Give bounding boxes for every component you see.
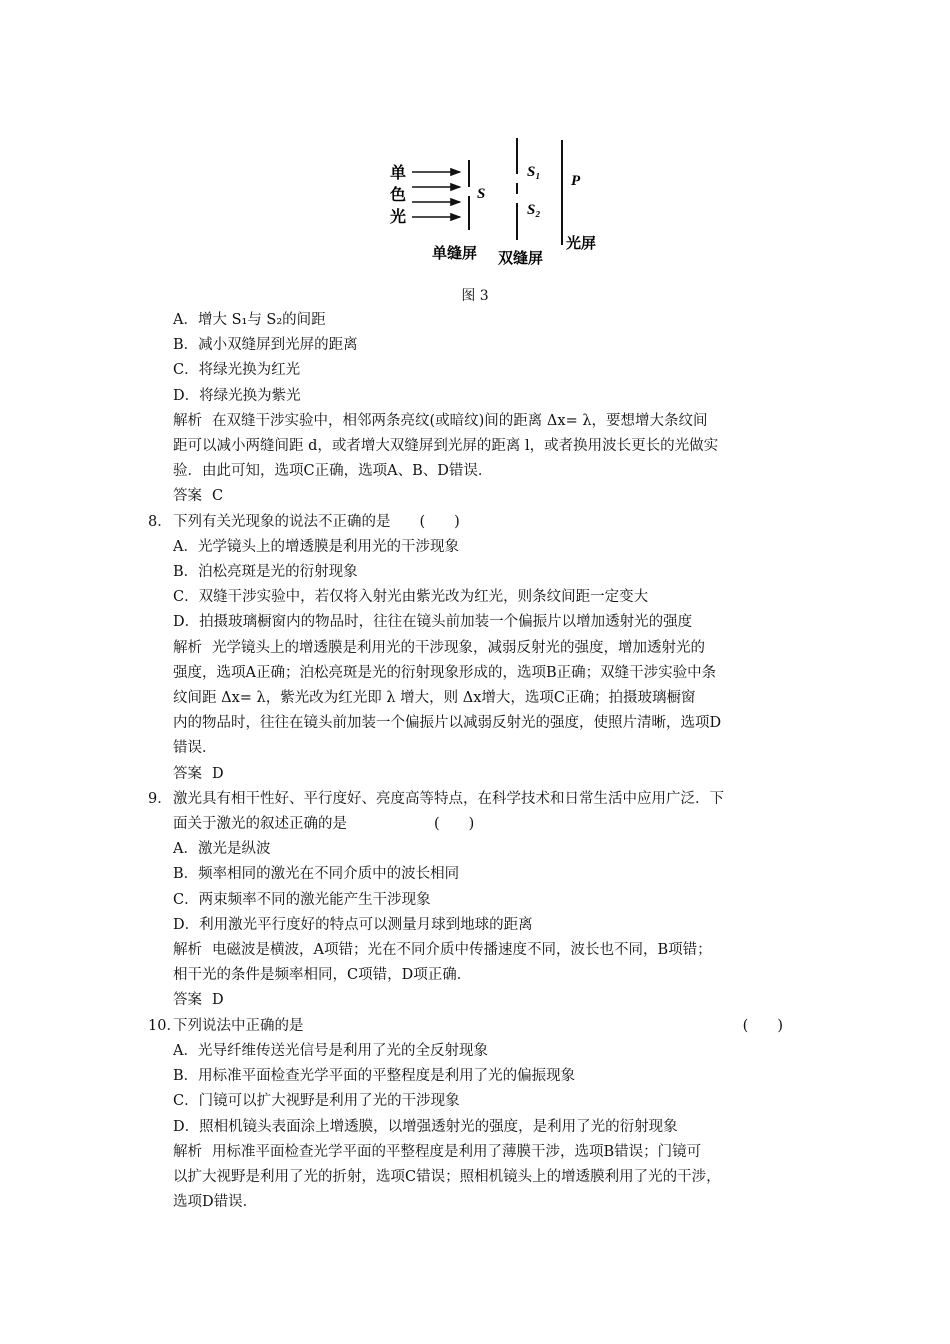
q9-option-a: A．激光是纵波 xyxy=(173,841,271,858)
single-slit-screen-label: 单缝屏 xyxy=(432,246,478,262)
q8-option-b: B．泊松亮斑是光的衍射现象 xyxy=(173,564,358,581)
q9-option-d: D．利用激光平行度好的特点可以测量月球到地球的距离 xyxy=(173,916,533,933)
q8-option-d: D．拍摄玻璃橱窗内的物品时，往往在镜头前加装一个偏振片以增加透射光的强度 xyxy=(173,614,693,631)
q9-analysis-line-2: 相干光的条件是频率相同，C项错，D项正确． xyxy=(173,967,472,984)
screen-mark: P xyxy=(571,173,581,189)
answer-label: 答案 xyxy=(173,765,202,782)
q7-analysis-line-1 xyxy=(148,409,808,434)
analysis-label: 解析 xyxy=(173,639,202,656)
q9-option-b: B．频率相同的激光在不同介质中的波长相同 xyxy=(173,866,460,883)
q9-stem-line-1 xyxy=(148,787,808,812)
light-screen-label: 光屏 xyxy=(566,236,597,252)
double-slit-diagram xyxy=(370,130,620,270)
q10-stem xyxy=(148,1014,808,1039)
q10-option-c: C．门镜可以扩大视野是利用了光的干涉现象 xyxy=(173,1093,460,1110)
slit1-mark: S₁ xyxy=(527,164,541,180)
q9-analysis-line-1 xyxy=(148,938,808,963)
q10-analysis-line-2: 以扩大视野是利用了光的折射，选项C错误；照相机镜头上的增透膜利用了光的干涉， xyxy=(173,1168,721,1185)
q10-option-d: D．照相机镜头表面涂上增透膜，以增强透射光的强度，是利用了光的衍射现象 xyxy=(173,1118,678,1135)
light-label-3: 光 xyxy=(390,209,407,226)
q8-analysis-line-5: 错误． xyxy=(173,740,217,757)
q7-analysis-line-3: 验．由此可知，选项C正确，选项A、B、D错误． xyxy=(173,463,493,480)
q7-answer xyxy=(148,484,808,509)
question-number: 10． xyxy=(148,1017,181,1034)
q8-stem xyxy=(148,510,808,535)
double-slit-svg xyxy=(370,130,620,270)
single-slit-mark: S xyxy=(477,186,486,202)
double-slit-screen-label: 双缝屏 xyxy=(498,251,544,267)
question-content xyxy=(148,308,808,1215)
analysis-label: 解析 xyxy=(173,942,202,959)
analysis-text: 在双缝干涉实验中，相邻两条亮纹(或暗纹)间的距离 Δx= λ，要想增大条纹间 xyxy=(212,412,708,429)
q9-option-c: C．两束频率不同的激光能产生干涉现象 xyxy=(173,891,431,908)
question-number: 8． xyxy=(148,513,172,530)
q8-option-a: A．光学镜头上的增透膜是利用光的干涉现象 xyxy=(173,538,459,555)
q7-option-a: A．增大 S₁与 S₂的间距 xyxy=(173,312,326,328)
q10-option-b: B．用标准平面检查光学平面的平整程度是利用了光的偏振现象 xyxy=(173,1068,576,1085)
analysis-text: 电磁波是横波，A项错；光在不同介质中传播速度不同，波长也不同，B项错； xyxy=(212,942,712,959)
answer-label: 答案 xyxy=(173,992,202,1009)
answer-value: D xyxy=(212,992,224,1009)
question-number: 9． xyxy=(148,790,172,807)
question-text: 下列说法中正确的是 xyxy=(173,1017,304,1034)
slit2-mark: S₂ xyxy=(527,202,541,218)
analysis-text: 光学镜头上的增透膜是利用光的干涉现象，减弱反射光的强度，增加透射光的 xyxy=(212,639,705,656)
q10-analysis-line-1 xyxy=(148,1140,808,1165)
analysis-text: 用标准平面检查光学平面的平整程度是利用了薄膜干涉，选项B错误；门镜可 xyxy=(212,1143,702,1160)
answer-value: D xyxy=(212,765,224,782)
q7-option-d: D．将绿光换为紫光 xyxy=(173,387,301,404)
answer-label: 答案 xyxy=(173,488,202,505)
answer-blank: ( ) xyxy=(742,1017,783,1034)
q9-answer xyxy=(148,988,808,1013)
light-label-1: 单 xyxy=(390,165,407,182)
q9-stem-line-2: 面关于激光的叙述正确的是 ( ) xyxy=(173,816,475,833)
light-label-2: 色 xyxy=(390,187,407,204)
q10-analysis-line-3: 选项D错误． xyxy=(173,1194,258,1211)
q8-option-c: C．双缝干涉实验中，若仅将入射光由紫光改为红光，则条纹间距一定变大 xyxy=(173,589,649,606)
q8-analysis-line-4: 内的物品时，往往在镜头前加装一个偏振片以减弱反射光的强度，使照片清晰，选项D xyxy=(173,715,722,732)
q8-analysis-line-3: 纹间距 Δx= λ，紫光改为红光即 λ 增大，则 Δx增大，选项C正确；拍摄玻璃橱窗 xyxy=(173,690,696,707)
analysis-label: 解析 xyxy=(173,1143,202,1160)
figure-caption: 图 3 xyxy=(461,288,489,304)
q7-option-b: B．减小双缝屏到光屏的距离 xyxy=(173,337,358,354)
q7-analysis-line-2: 距可以减小两缝间距 d，或者增大双缝屏到光屏的距离 l，或者换用波长更长的光做实 xyxy=(173,438,719,455)
question-text: 激光具有相干性好、平行度好、亮度高等特点，在科学技术和日常生活中应用广泛．下 xyxy=(173,790,724,807)
q8-analysis-line-1 xyxy=(148,636,808,661)
q10-option-a: A．光导纤维传送光信号是利用了光的全反射现象 xyxy=(173,1042,488,1059)
answer-value: C xyxy=(212,488,224,505)
analysis-label: 解析 xyxy=(173,412,202,429)
q7-option-c: C．将绿光换为红光 xyxy=(173,362,301,379)
q8-analysis-line-2: 强度，选项A正确；泊松亮斑是光的衍射现象形成的，选项B正确；双缝干涉实验中条 xyxy=(173,664,717,681)
question-text: 下列有关光现象的说法不正确的是 ( ) xyxy=(173,513,460,530)
q8-answer xyxy=(148,762,808,787)
